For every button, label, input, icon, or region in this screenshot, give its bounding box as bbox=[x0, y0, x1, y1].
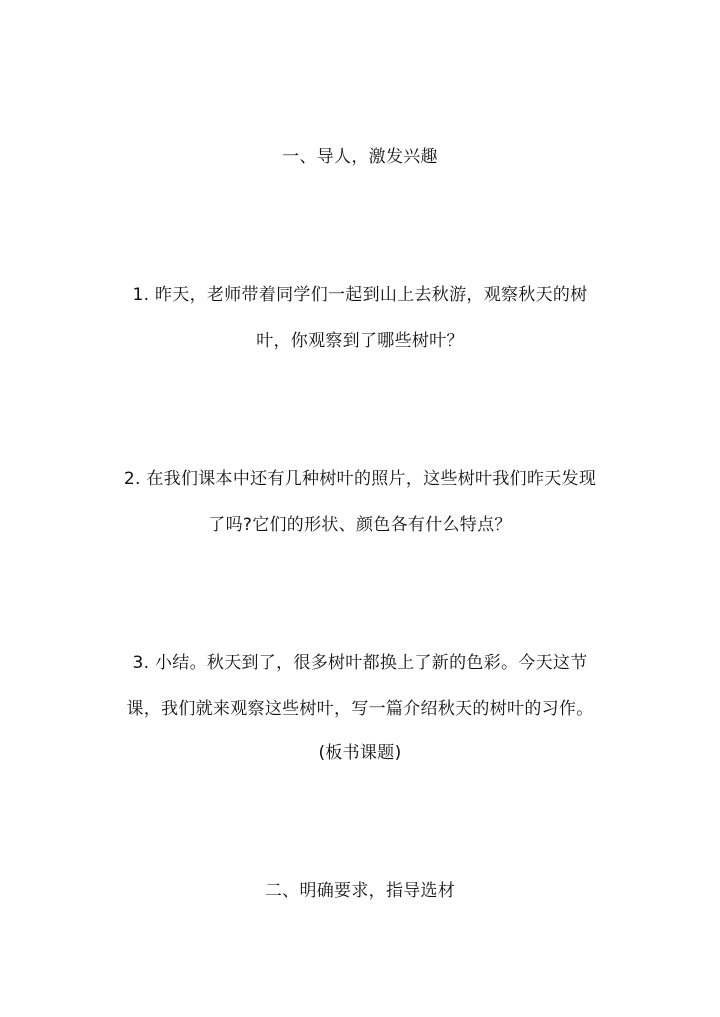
section-heading-2: 二、明确要求，指导选材 bbox=[264, 881, 456, 901]
item-3-line-1: 3. 小结。秋天到了，很多树叶都换上了新的色彩。今天这节 bbox=[132, 653, 588, 673]
item-1-line-2: 叶，你观察到了哪些树叶？ bbox=[256, 331, 464, 351]
item-2-line-1: 2. 在我们课本中还有几种树叶的照片，这些树叶我们昨天发现 bbox=[123, 469, 597, 489]
section-heading-1: 一、导人，激发兴趣 bbox=[282, 147, 438, 167]
item-1-line-1: 1. 昨天，老师带着同学们一起到山上去秋游，观察秋天的树 bbox=[132, 285, 588, 305]
item-3-line-2: 课，我们就来观察这些树叶，写一篇介绍秋天的树叶的习作。 bbox=[126, 699, 594, 719]
item-2-line-2: 了吗?它们的形状、颜色各有什么特点？ bbox=[208, 515, 512, 535]
item-3-line-3: (板书课题) bbox=[318, 743, 402, 763]
